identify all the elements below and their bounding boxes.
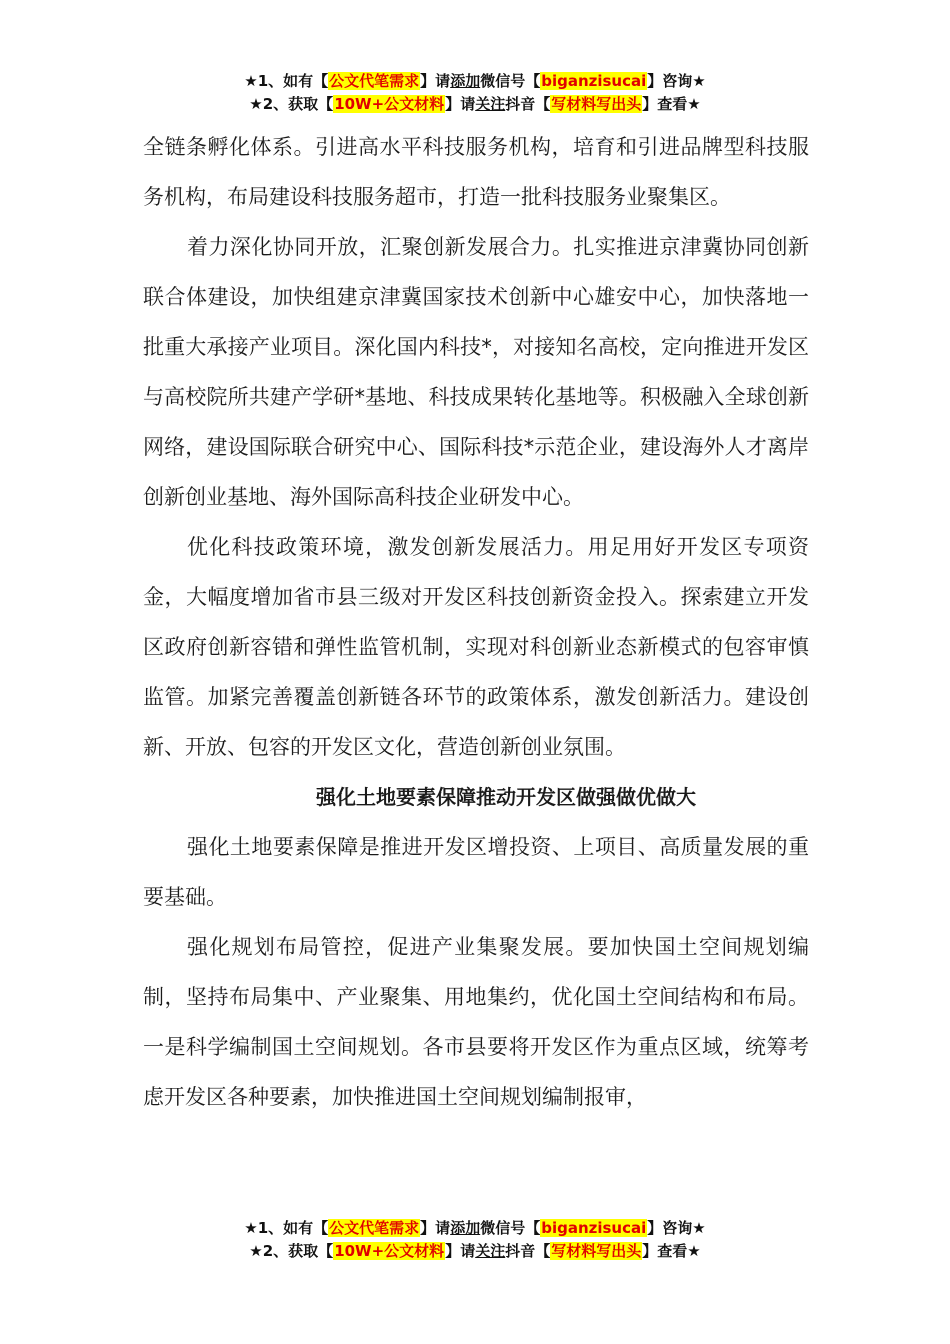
promo-underline: 关注 [475,95,506,113]
promo-underline: 添加 [450,1219,481,1237]
body-paragraph: 着力深化协同开放，汇聚创新发展合力。扎实推进京津冀协同创新联合体建设，加快组建京津冀国家技术创新中心雄安中心，加快落地一批重大承接产业项目。深化国内科技*，对接知名高校，定向推进开发区与高校院所共建产学研*基地、科技成果转化基地等。积极融入全球创新网络，建设国际联合研究中心、国际科技*示范企业，建设海外人才离岸创新创业基地、海外国际高科技企业研发中心。 [143,235,809,509]
section-heading: 强化土地要素保障推动开发区做强做优做大 [316,785,696,809]
promo-line-2: ★2、获取【10W+公文材料】请关注抖音【写材料写出头】查看★ [249,95,701,113]
promo-underline: 添加 [450,72,481,90]
bottom-promo-banner [0,1217,950,1263]
promo-douyin-id: 写材料写出头 [551,95,642,113]
promo-line-1: ★1、如有【公文代笔需求】请添加微信号【biganzisucai】咨询★ [244,1219,706,1237]
promo-highlight: 公文代笔需求 [329,1219,420,1237]
body-paragraph: 强化土地要素保障是推进开发区增投资、上项目、高质量发展的重要基础。 [143,835,809,909]
promo-underline: 关注 [475,1242,506,1260]
body-paragraph: 优化科技政策环境，激发创新发展活力。用足用好开发区专项资金，大幅度增加省市县三级对开发区科技创新资金投入。探索建立开发区政府创新容错和弹性监管机制，实现对科创新业态新模式的包容审慎监管。加紧完善覆盖创新链各环节的政策体系，激发创新活力。建设创新、开放、包容的开发区文化，营造创新创业氛围。 [143,535,809,759]
body-paragraph: 强化规划布局管控，促进产业集聚发展。要加快国土空间规划编制，坚持布局集中、产业聚集、用地集约，优化国土空间结构和布局。一是科学编制国土空间规划。各市县要将开发区作为重点区域，统筹考虑开发区各种要素，加快推进国土空间规划编制报审， [143,935,809,1109]
promo-line-1: ★1、如有【公文代笔需求】请添加微信号【biganzisucai】咨询★ [244,72,706,90]
body-paragraph: 全链条孵化体系。引进高水平科技服务机构，培育和引进品牌型科技服务机构，布局建设科技服务超市，打造一批科技服务业聚集区。 [143,135,809,209]
promo-line-2: ★2、获取【10W+公文材料】请关注抖音【写材料写出头】查看★ [249,1242,701,1260]
promo-highlight: 10W+公文材料 [334,95,445,113]
promo-douyin-id: 写材料写出头 [551,1242,642,1260]
document-body [143,122,809,1122]
promo-highlight: 10W+公文材料 [334,1242,445,1260]
promo-wechat-id: biganzisucai [541,72,647,90]
promo-highlight: 公文代笔需求 [329,72,420,90]
top-promo-banner [0,70,950,116]
promo-wechat-id: biganzisucai [541,1219,647,1237]
